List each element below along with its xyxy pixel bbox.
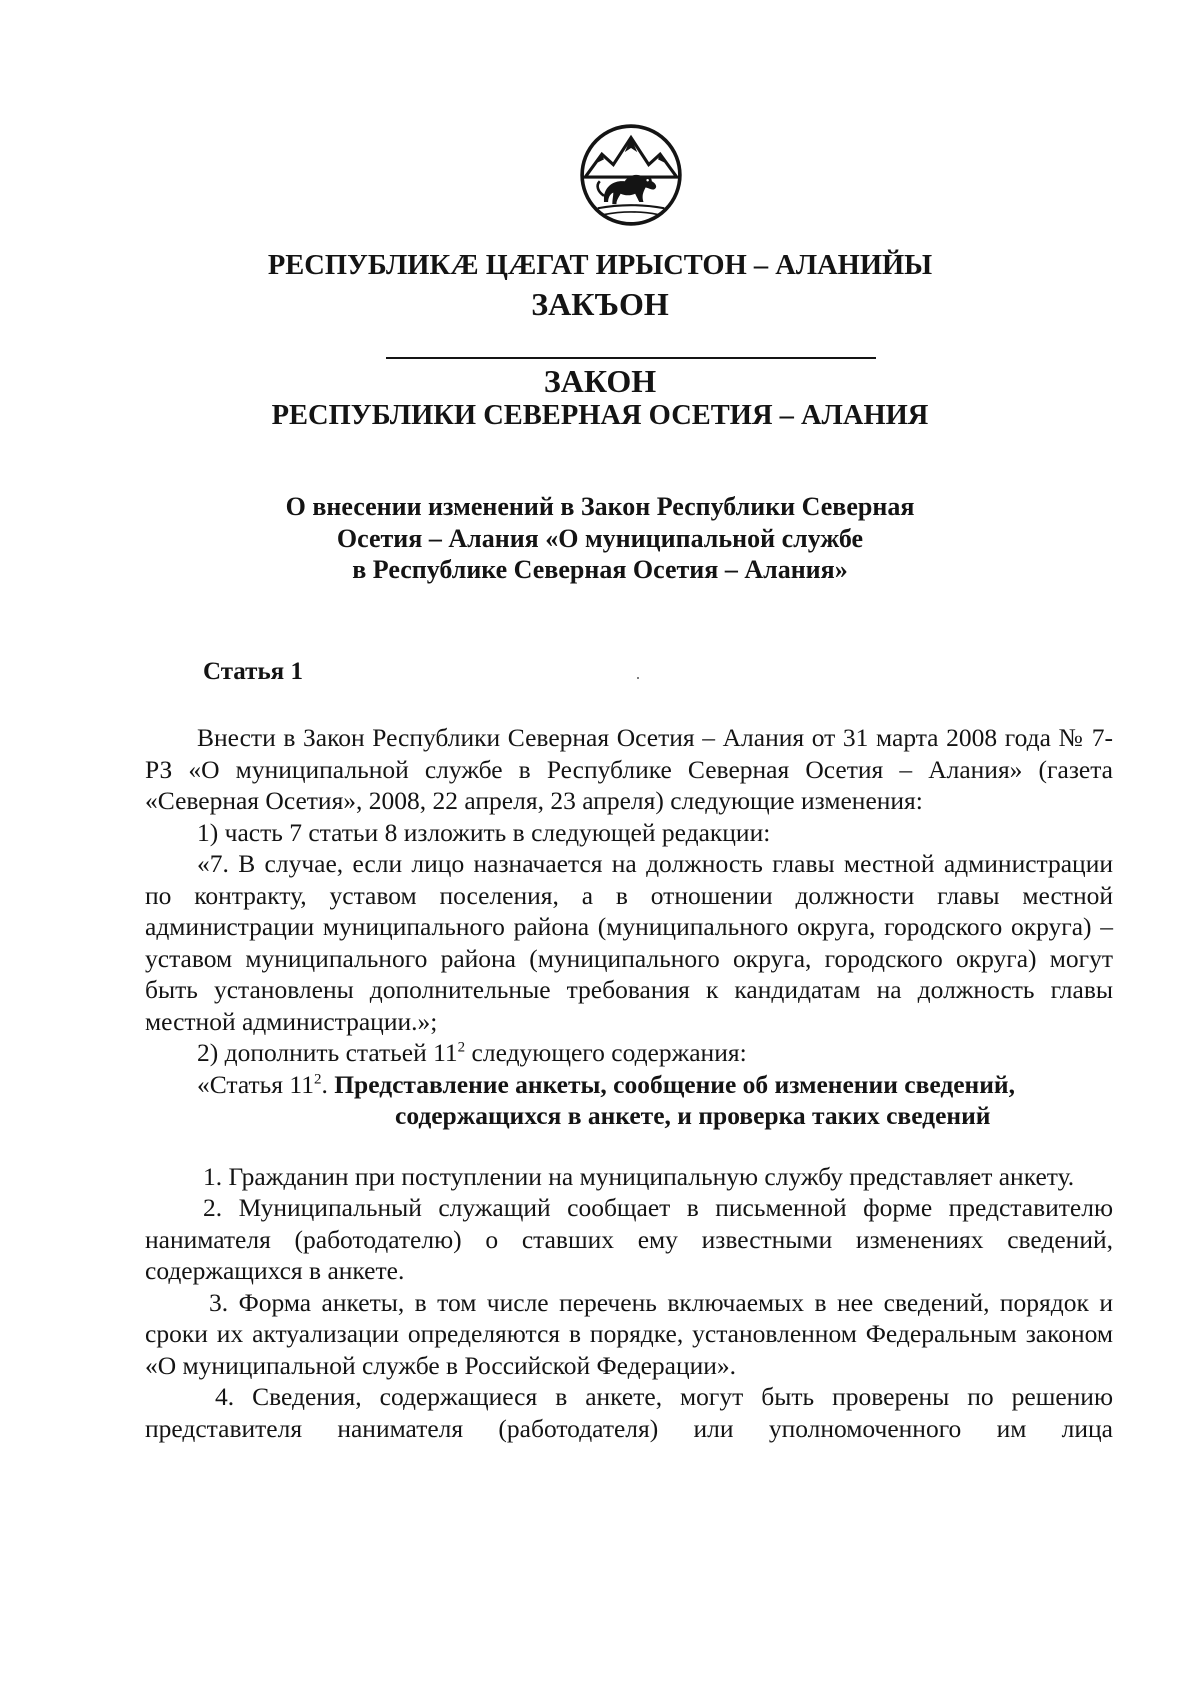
item-2-prefix: 2) дополнить статьей 11 — [197, 1038, 458, 1067]
title-russian: РЕСПУБЛИКИ СЕВЕРНАЯ ОСЕТИЯ – АЛАНИЯ — [271, 400, 929, 431]
article-body — [145, 722, 1113, 1444]
amendment-item-1-text: «7. В случае, если лицо назначается на должность главы местной администрации по контракту, уставом поселения, а в отношении должности главы местной администрации муниципального района (муниципального округа, городского округа) – уставом муниципального района (муниципального округа, городского округа) могут быть установлены дополнительные требования к кандидатам на должность главы местной администрации.»; — [145, 849, 1113, 1036]
new-article-title-line-2: содержащихся в анкете, и проверка таких сведений — [395, 1101, 991, 1130]
new-article-dot: . — [321, 1069, 335, 1099]
coat-of-arms-emblem — [579, 123, 683, 227]
item-2-suffix: следующего содержания: — [465, 1038, 747, 1067]
paragraph-3: 3. Форма анкеты, в том числе перечень включаемых в нее сведений, порядок и сроки их актуализации определяются в порядке, установленном Федеральным законом «О муниципальной службе в Российской Федерации». — [145, 1287, 1113, 1380]
item-2-superscript: 2 — [457, 1039, 466, 1056]
scan-speck — [637, 677, 639, 679]
subject-line-1: О внесении изменений в Закон Республики Северная — [285, 492, 915, 521]
paragraph-2: 2. Муниципальный служащий сообщает в письменной форме представителю нанимателя (работодателю) о ставших ему известными изменениях сведений, содержащихся в анкете. — [145, 1193, 1113, 1285]
article-title: Статья 1 — [203, 658, 303, 685]
spacer — [145, 1132, 1113, 1161]
doc-type-russian: ЗАКОН — [543, 363, 657, 399]
title-ossetian: РЕСПУБЛИКӔ ЦӔГАТ ИРЫСТОН – АЛАНИЙЫ — [267, 250, 933, 281]
amendment-item-2 — [145, 1037, 1113, 1069]
new-article-label: «Статья 11 — [197, 1069, 314, 1099]
amendment-item-1: 1) часть 7 статьи 8 изложить в следующей редакции: — [197, 817, 771, 847]
law-subject — [0, 491, 1200, 586]
header-divider — [386, 357, 876, 359]
new-article-title-line-1: Представление анкеты, сообщение об изменении сведений, — [334, 1069, 1015, 1099]
paragraph-4-line-2: представителя нанимателя (работодателя) или уполномоченного им лица — [145, 1413, 1113, 1443]
new-article-heading — [145, 1069, 1113, 1132]
subject-line-2: Осетия – Алания «О муниципальной службе — [336, 523, 864, 553]
paragraph-1: 1. Гражданин при поступлении на муниципальную службу представляет анкету. — [203, 1161, 1075, 1191]
paragraph-4-line-1: 4. Сведения, содержащиеся в анкете, могут быть проверены по решению — [215, 1382, 1113, 1411]
new-article-superscript: 2 — [313, 1071, 322, 1087]
article-intro: Внести в Закон Республики Северная Осетия – Алания от 31 марта 2008 года № 7-РЗ «О муниципальной службе в Республике Северная Осетия – Алания» (газета «Северная Осетия», 2008, 22 апреля, 23 апреля) следующие изменения: — [145, 723, 1113, 815]
doc-type-ossetian: ЗАКЪОН — [531, 286, 669, 322]
subject-line-3: в Республике Северная Осетия – Алания» — [352, 555, 848, 584]
